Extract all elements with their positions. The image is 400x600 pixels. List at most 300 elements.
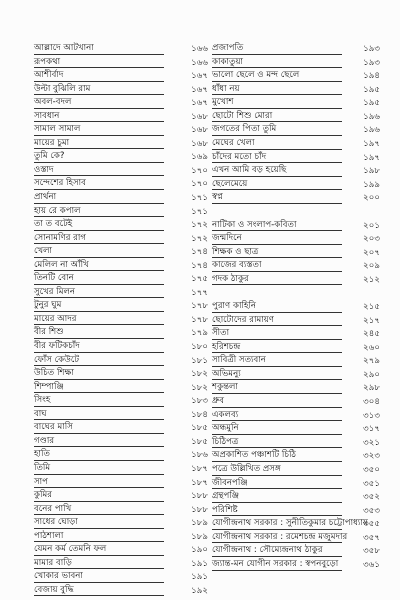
toc-entry-title: টুনুর ঘুম [34, 300, 62, 311]
toc-entry-title: জীবনপঞ্জি [212, 477, 248, 488]
toc-entry-title: জন্মদিনে [212, 233, 242, 244]
toc-entry[interactable] [34, 205, 208, 219]
underline-rule [212, 312, 342, 313]
toc-entry[interactable] [34, 435, 208, 449]
underline-rule [34, 474, 164, 475]
toc-entry-page: ১৮৪ [191, 408, 208, 419]
underline-rule [212, 542, 342, 543]
underline-rule [212, 393, 342, 394]
toc-entry-title: জগতের পিতা তুমি [212, 124, 277, 135]
toc-entry[interactable] [212, 422, 382, 436]
toc-entry[interactable] [212, 232, 382, 246]
toc-entry[interactable] [34, 476, 208, 490]
toc-entry-title: কাজের ব্যস্ততা [212, 260, 262, 271]
toc-entry-title: যোগীন্দ্রনাথ সরকার : রমেশচন্দ্র মজুমদার [212, 531, 348, 542]
toc-entry-title: মায়ের আদর [34, 313, 77, 324]
toc-entry-title: প্রজাপতি [212, 43, 244, 53]
toc-entry-title: পাঠশালা [34, 530, 64, 541]
toc-entry[interactable] [212, 531, 382, 545]
underline-rule [212, 121, 342, 122]
underline-rule [34, 81, 164, 82]
underline-rule [34, 501, 164, 502]
toc-entry-title: স্বপ্ন [212, 192, 223, 203]
toc-entry-page: ১৭৯ [191, 327, 208, 338]
underline-rule [212, 135, 342, 136]
toc-entry-title: বাঘের মাসি [34, 422, 73, 433]
toc-entry-title: তা ত বটেই [34, 219, 73, 230]
underline-rule [212, 189, 342, 190]
underline-rule [212, 475, 342, 476]
toc-entry-page: ১৮৫ [191, 435, 208, 446]
toc-entry-page: ১৯৬ [363, 124, 380, 135]
underline-rule [212, 570, 342, 571]
toc-entry[interactable] [212, 246, 382, 260]
toc-entry-title: প্রার্থনা [34, 192, 57, 203]
toc-entry[interactable] [34, 259, 208, 273]
toc-entry[interactable] [34, 110, 208, 124]
toc-entry-page: ১৭০ [191, 164, 208, 175]
underline-rule [34, 338, 164, 339]
toc-entry[interactable] [212, 381, 382, 395]
toc-entry-title: এখন আমি বড় হয়েছি [212, 165, 287, 176]
toc-entry[interactable] [34, 530, 208, 544]
toc-entry-title: বেজায় বুদ্ধি [34, 584, 74, 595]
toc-entry[interactable] [212, 42, 382, 56]
toc-entry-title: মুখোশ [212, 97, 234, 108]
toc-entry-title: সুখের মিলন [34, 286, 75, 297]
toc-entry-page: ১৮০ [191, 341, 208, 352]
toc-entry-page: ২৯০ [363, 368, 380, 379]
underline-rule [212, 108, 342, 109]
toc-entry-title: গণ্ডার [34, 435, 55, 446]
toc-entry-title: সাধের ঘোড়া [34, 517, 78, 528]
toc-entry[interactable] [212, 558, 382, 572]
toc-entry[interactable] [34, 381, 208, 395]
left-column [34, 42, 208, 597]
toc-entry[interactable] [34, 543, 208, 557]
toc-entry-page: ১৭৮ [191, 313, 208, 324]
toc-entry-page: ১৯০ [191, 544, 208, 555]
toc-entry[interactable] [34, 164, 208, 178]
toc-entry[interactable] [34, 503, 208, 517]
underline-rule [34, 67, 164, 68]
toc-entry[interactable] [212, 314, 382, 328]
toc-entry[interactable] [34, 340, 208, 354]
underline-rule [212, 81, 342, 82]
toc-entry-page: ১৯৪ [363, 70, 380, 81]
toc-entry-page: ১৭৪ [191, 246, 208, 257]
toc-entry-page: ২৯৮ [363, 382, 380, 393]
toc-entry-page: ১৯৩ [363, 43, 380, 53]
toc-entry-title: পুরাণ কাহিনি [212, 300, 257, 311]
underline-rule [34, 135, 164, 136]
toc-entry[interactable] [34, 286, 208, 300]
toc-entry-page: ১৬৮ [191, 137, 208, 148]
underline-rule [34, 148, 164, 149]
toc-entry[interactable] [34, 42, 208, 56]
toc-entry-page: ১৮৩ [191, 395, 208, 406]
underline-rule [34, 487, 164, 488]
toc-entry-page: ১৯৯ [363, 178, 380, 189]
toc-entry-title: নাটিকা ও সংলাপ-কবিতা [212, 219, 297, 230]
toc-entry[interactable] [212, 96, 382, 110]
toc-entry-title: কুমির [34, 490, 52, 501]
underline-rule [212, 407, 342, 408]
toc-entry-page: ২১৫ [363, 300, 380, 311]
underline-rule [212, 203, 342, 204]
toc-entry[interactable] [212, 69, 382, 83]
toc-entry-page: ৩২৩ [363, 450, 380, 461]
toc-entry-title: সাপ [34, 476, 49, 487]
toc-entry[interactable] [212, 395, 382, 409]
toc-entry-page: ১৯২ [191, 584, 208, 595]
underline-rule [34, 541, 164, 542]
toc-entry-page: ১৬৭ [191, 70, 208, 81]
toc-entry-title: কাকাতুয়া [212, 56, 244, 67]
toc-entry-title: সিংহ [34, 395, 51, 406]
toc-entry-title: ধ্রুব [212, 396, 225, 407]
toc-entry[interactable] [212, 178, 382, 192]
toc-entry-title: ভালো ছেলে ও মন্দ ছেলে [212, 70, 300, 81]
toc-entry[interactable] [212, 477, 382, 491]
toc-entry-title: শকুন্তলা [212, 382, 238, 393]
toc-entry-title: হরিশচন্দ্র [212, 341, 241, 352]
toc-entry-page: ২০৩ [363, 233, 380, 244]
underline-rule [34, 379, 164, 380]
toc-entry[interactable] [34, 557, 208, 571]
toc-entry-page: ৩৫২ [363, 491, 380, 502]
toc-entry-page: ১৮৮ [191, 503, 208, 514]
underline-rule [34, 243, 164, 244]
toc-entry-title: অন্ধমুনি [212, 423, 239, 434]
toc-entry[interactable] [34, 462, 208, 476]
toc-entry-title: মামার বাড়ি [34, 557, 72, 568]
toc-entry-page: ১৭১ [191, 205, 208, 216]
toc-entry-page: ১৮২ [191, 368, 208, 379]
toc-entry-title: খেলা [34, 246, 53, 257]
underline-rule [34, 568, 164, 569]
toc-entry[interactable] [212, 327, 382, 341]
toc-entry[interactable] [34, 354, 208, 368]
toc-entry-page: ৩০৪ [363, 396, 380, 407]
toc-entry-page: ১৯৫ [363, 97, 380, 108]
toc-entry-page: ৩৬১ [363, 558, 380, 569]
toc-entry-title: সাবিত্রী সত্যবান [212, 355, 266, 366]
toc-entry-page: ১৮৭ [191, 462, 208, 473]
toc-entry-page: ২১৭ [363, 314, 380, 325]
toc-entry[interactable] [212, 449, 382, 463]
toc-entry-page: ১৭০ [191, 178, 208, 189]
underline-rule [34, 324, 164, 325]
underline-rule [212, 352, 342, 353]
toc-entry-page: ১৭৮ [191, 300, 208, 311]
toc-entry-title: গদক ঠাকুর [212, 273, 249, 284]
underline-rule [34, 352, 164, 353]
toc-entry[interactable] [212, 137, 382, 151]
toc-entry-page: ১৭২ [191, 232, 208, 243]
toc-entry[interactable] [34, 245, 208, 259]
underline-rule [212, 461, 342, 462]
toc-entry-page: ১৯৭ [363, 151, 380, 162]
toc-entry-title: আল্লাদে আটখানা [34, 43, 94, 53]
toc-entry-title: পরিশিষ্ট [212, 504, 238, 515]
right-column [212, 42, 382, 572]
toc-entry-title: যেমন কর্ম তেমনি ফল [34, 544, 107, 555]
underline-rule [212, 94, 342, 95]
underline-rule [212, 366, 342, 367]
toc-entry-title: ছোটো শিশু মোরা [212, 110, 273, 121]
toc-entry-title: উচিত শিক্ষা [34, 368, 74, 379]
toc-entry-title: গ্রন্থপঞ্জি [212, 491, 240, 502]
underline-rule [212, 447, 342, 448]
toc-entry[interactable] [34, 150, 208, 164]
toc-entry-title: মেলিল না আঁখি [34, 259, 89, 270]
toc-entry-page: ৩৫৭ [363, 531, 380, 542]
toc-entry-page: ১৬৬ [191, 56, 208, 67]
toc-entry-page: ১৯৬ [363, 110, 380, 121]
toc-entry[interactable] [212, 300, 382, 314]
toc-entry[interactable] [34, 299, 208, 313]
toc-entry-title: হাতি [34, 449, 50, 460]
toc-entry-title: ছোটোদের রামায়ণ [212, 314, 274, 325]
toc-entry[interactable] [212, 354, 382, 368]
toc-entry-page: ১৮২ [191, 381, 208, 392]
toc-entry-page: ১৮১ [191, 354, 208, 365]
toc-entry[interactable] [212, 259, 382, 273]
underline-rule [34, 203, 164, 204]
toc-entry-title: চাঁদের মতো চাঁদ [212, 151, 267, 162]
toc-entry-page: ২০০ [363, 192, 380, 203]
toc-entry-title: মেঘের খেলা [212, 138, 255, 149]
toc-entry[interactable] [34, 313, 208, 327]
toc-entry-page: ৩২১ [363, 436, 380, 447]
toc-entry[interactable] [212, 219, 382, 233]
underline-rule [34, 419, 164, 420]
toc-entry-page: ১৮৭ [191, 476, 208, 487]
underline-rule [212, 149, 342, 150]
toc-entry-page: ২০১ [363, 219, 380, 230]
underline-rule [212, 54, 342, 55]
toc-entry-title: তিনটি বোন [34, 273, 74, 284]
toc-entry[interactable] [212, 436, 382, 450]
toc-entry-title: অবল-বদল [34, 97, 72, 108]
toc-entry[interactable] [212, 463, 382, 477]
toc-entry[interactable] [34, 421, 208, 435]
toc-entry[interactable] [34, 570, 208, 584]
toc-entry-page: ২৭৯ [363, 355, 380, 366]
underline-rule [212, 529, 342, 530]
toc-entry-page: ১৯৭ [363, 138, 380, 149]
toc-entry[interactable] [34, 191, 208, 205]
toc-entry[interactable] [34, 272, 208, 286]
toc-entry[interactable] [212, 544, 382, 558]
underline-rule [34, 121, 164, 122]
toc-entry-title: চিঠিপত্র [212, 436, 239, 447]
toc-entry[interactable] [212, 151, 382, 165]
underline-rule [34, 270, 164, 271]
underline-rule [34, 311, 164, 312]
toc-entry-page: ১৬৬ [191, 43, 208, 53]
toc-entry-title: তুমি কে? [34, 151, 65, 162]
toc-entry[interactable] [34, 69, 208, 83]
underline-rule [34, 162, 164, 163]
toc-entry[interactable] [34, 394, 208, 408]
underline-rule [34, 365, 164, 366]
toc-entry[interactable] [34, 408, 208, 422]
underline-rule [34, 54, 164, 55]
underline-rule [34, 257, 164, 258]
toc-entry-page: ১৭৭ [191, 286, 208, 297]
toc-entry-page: ২৬০ [363, 341, 380, 352]
toc-entry[interactable] [34, 232, 208, 246]
underline-rule [34, 555, 164, 556]
underline-rule [34, 189, 164, 190]
toc-entry[interactable] [34, 137, 208, 151]
underline-rule [34, 582, 164, 583]
toc-entry-page: ১৭৫ [191, 273, 208, 284]
underline-rule [212, 67, 342, 68]
toc-entry-page: ১৯১ [191, 557, 208, 568]
underline-rule [34, 108, 164, 109]
toc-entry-title: খোকার ভাবনা [34, 571, 83, 582]
toc-entry-title: আশীর্বাদ [34, 70, 64, 81]
underline-rule [34, 446, 164, 447]
toc-entry[interactable] [212, 56, 382, 70]
toc-entry-page: ৩১৩ [363, 409, 380, 420]
toc-entry-title: সন্দেশের হিসাব [34, 178, 86, 189]
underline-rule [212, 284, 342, 285]
toc-entry[interactable] [34, 489, 208, 503]
underline-rule [34, 284, 164, 285]
toc-entry[interactable] [34, 83, 208, 97]
underline-rule [212, 257, 342, 258]
section-gap [212, 286, 382, 300]
underline-rule [34, 94, 164, 95]
underline-rule [212, 502, 342, 503]
underline-rule [212, 271, 342, 272]
toc-entry[interactable] [212, 191, 382, 205]
toc-entry-title: তিমি [34, 462, 51, 473]
toc-entry[interactable] [34, 56, 208, 70]
toc-entry-page: ১৭২ [191, 219, 208, 230]
toc-entry-page: ১৯১ [191, 571, 208, 582]
toc-entry-page: ১৮৬ [191, 449, 208, 460]
underline-rule [212, 339, 342, 340]
toc-entry-page: ১৮৮ [191, 490, 208, 501]
toc-entry-title: ধাঁধা নয় [212, 83, 240, 94]
toc-entry[interactable] [34, 218, 208, 232]
underline-rule [34, 406, 164, 407]
toc-entry-title: যোগীন্দ্রনাথ : সৌম্যেন্দ্রনাথ ঠাকুর [212, 545, 323, 556]
toc-entry-title: বীর শিশু [34, 327, 64, 338]
underline-rule [34, 230, 164, 231]
underline-rule [212, 325, 342, 326]
toc-entry-page: ১৬৮ [191, 110, 208, 121]
toc-entry-title: ফোঁস কেউটে [34, 354, 79, 365]
toc-entry-page: ১৮৯ [191, 530, 208, 541]
toc-entry-page: ১৯৮ [363, 165, 380, 176]
toc-entry-title: একলব্য [212, 409, 239, 420]
toc-entry-title: পত্রে উল্লিখিত প্রসঙ্গ [212, 463, 281, 474]
toc-entry-title: অপ্রকাশিত পঞ্চাশটি চিঠি [212, 450, 297, 461]
toc-entry-title: সামাল সামাল [34, 124, 81, 135]
underline-rule [34, 297, 164, 298]
underline-rule [212, 556, 342, 557]
underline-rule [34, 175, 164, 176]
toc-entry[interactable] [212, 517, 382, 531]
toc-entry[interactable] [212, 504, 382, 518]
toc-entry-title: জ্যান্ত-মন যোগীন সরকার : স্বপনবুড়ো [212, 558, 339, 569]
toc-entry-page: ১৬৭ [191, 83, 208, 94]
toc-entry-page: ৩১৭ [363, 423, 380, 434]
underline-rule [34, 460, 164, 461]
toc-entry[interactable] [34, 326, 208, 340]
toc-entry-page: ৩৫৫ [363, 518, 380, 529]
toc-entry[interactable] [212, 368, 382, 382]
toc-entry-page: ১৭১ [191, 192, 208, 203]
toc-entry-page: ৩৫১ [363, 477, 380, 488]
toc-entry-page: ১৭৪ [191, 259, 208, 270]
toc-entry-title: অভিমন্যু [212, 368, 241, 379]
toc-entry[interactable] [212, 83, 382, 97]
toc-entry[interactable] [34, 123, 208, 137]
toc-entry-page: ৩৫৩ [363, 504, 380, 515]
toc-entry[interactable] [34, 177, 208, 191]
toc-entry-page: ১৬৯ [191, 151, 208, 162]
toc-entry[interactable] [212, 164, 382, 178]
section-gap [212, 205, 382, 219]
toc-entry-title: সোনামণির রাগ [34, 232, 87, 243]
underline-rule [212, 515, 342, 516]
underline-rule [34, 216, 164, 217]
underline-rule [212, 162, 342, 163]
underline-rule [34, 392, 164, 393]
underline-rule [212, 176, 342, 177]
toc-entry-page: ২০৭ [363, 246, 380, 257]
underline-rule [34, 528, 164, 529]
toc-entry-title: ছেলেমেয়ে [212, 178, 248, 189]
underline-rule [212, 488, 342, 489]
toc-entry-title: হায় রে কপাল [34, 205, 81, 216]
toc-entry[interactable] [212, 490, 382, 504]
underline-rule [212, 379, 342, 380]
toc-entry-page: ৩৫৮ [363, 545, 380, 556]
toc-entry-title: বনের পাখি [34, 503, 72, 514]
underline-rule [34, 514, 164, 515]
toc-entry[interactable] [34, 367, 208, 381]
toc-entry-page: ২১২ [363, 273, 380, 284]
toc-entry[interactable] [34, 96, 208, 110]
toc-entry[interactable] [212, 341, 382, 355]
toc-entry[interactable] [212, 110, 382, 124]
toc-entry-title: সীতা [212, 328, 230, 339]
toc-entry-title: উল্টা বুঝিলি রাম [34, 83, 91, 94]
toc-entry[interactable] [34, 516, 208, 530]
toc-entry[interactable] [212, 409, 382, 423]
toc-entry-title: মায়ের চুমা [34, 137, 70, 148]
toc-entry-title: রূপকথা [34, 56, 61, 67]
underline-rule [212, 244, 342, 245]
toc-entry-page: ১৬৭ [191, 97, 208, 108]
toc-entry-page: ১৯৫ [363, 83, 380, 94]
toc-entry[interactable] [212, 273, 382, 287]
toc-entry-page: ১৬৮ [191, 124, 208, 135]
toc-entry[interactable] [34, 584, 208, 598]
toc-entry[interactable] [212, 123, 382, 137]
toc-entry-page: ২৪৫ [363, 328, 380, 339]
toc-entry-title: সাবধান [34, 110, 60, 121]
toc-entry[interactable] [34, 448, 208, 462]
